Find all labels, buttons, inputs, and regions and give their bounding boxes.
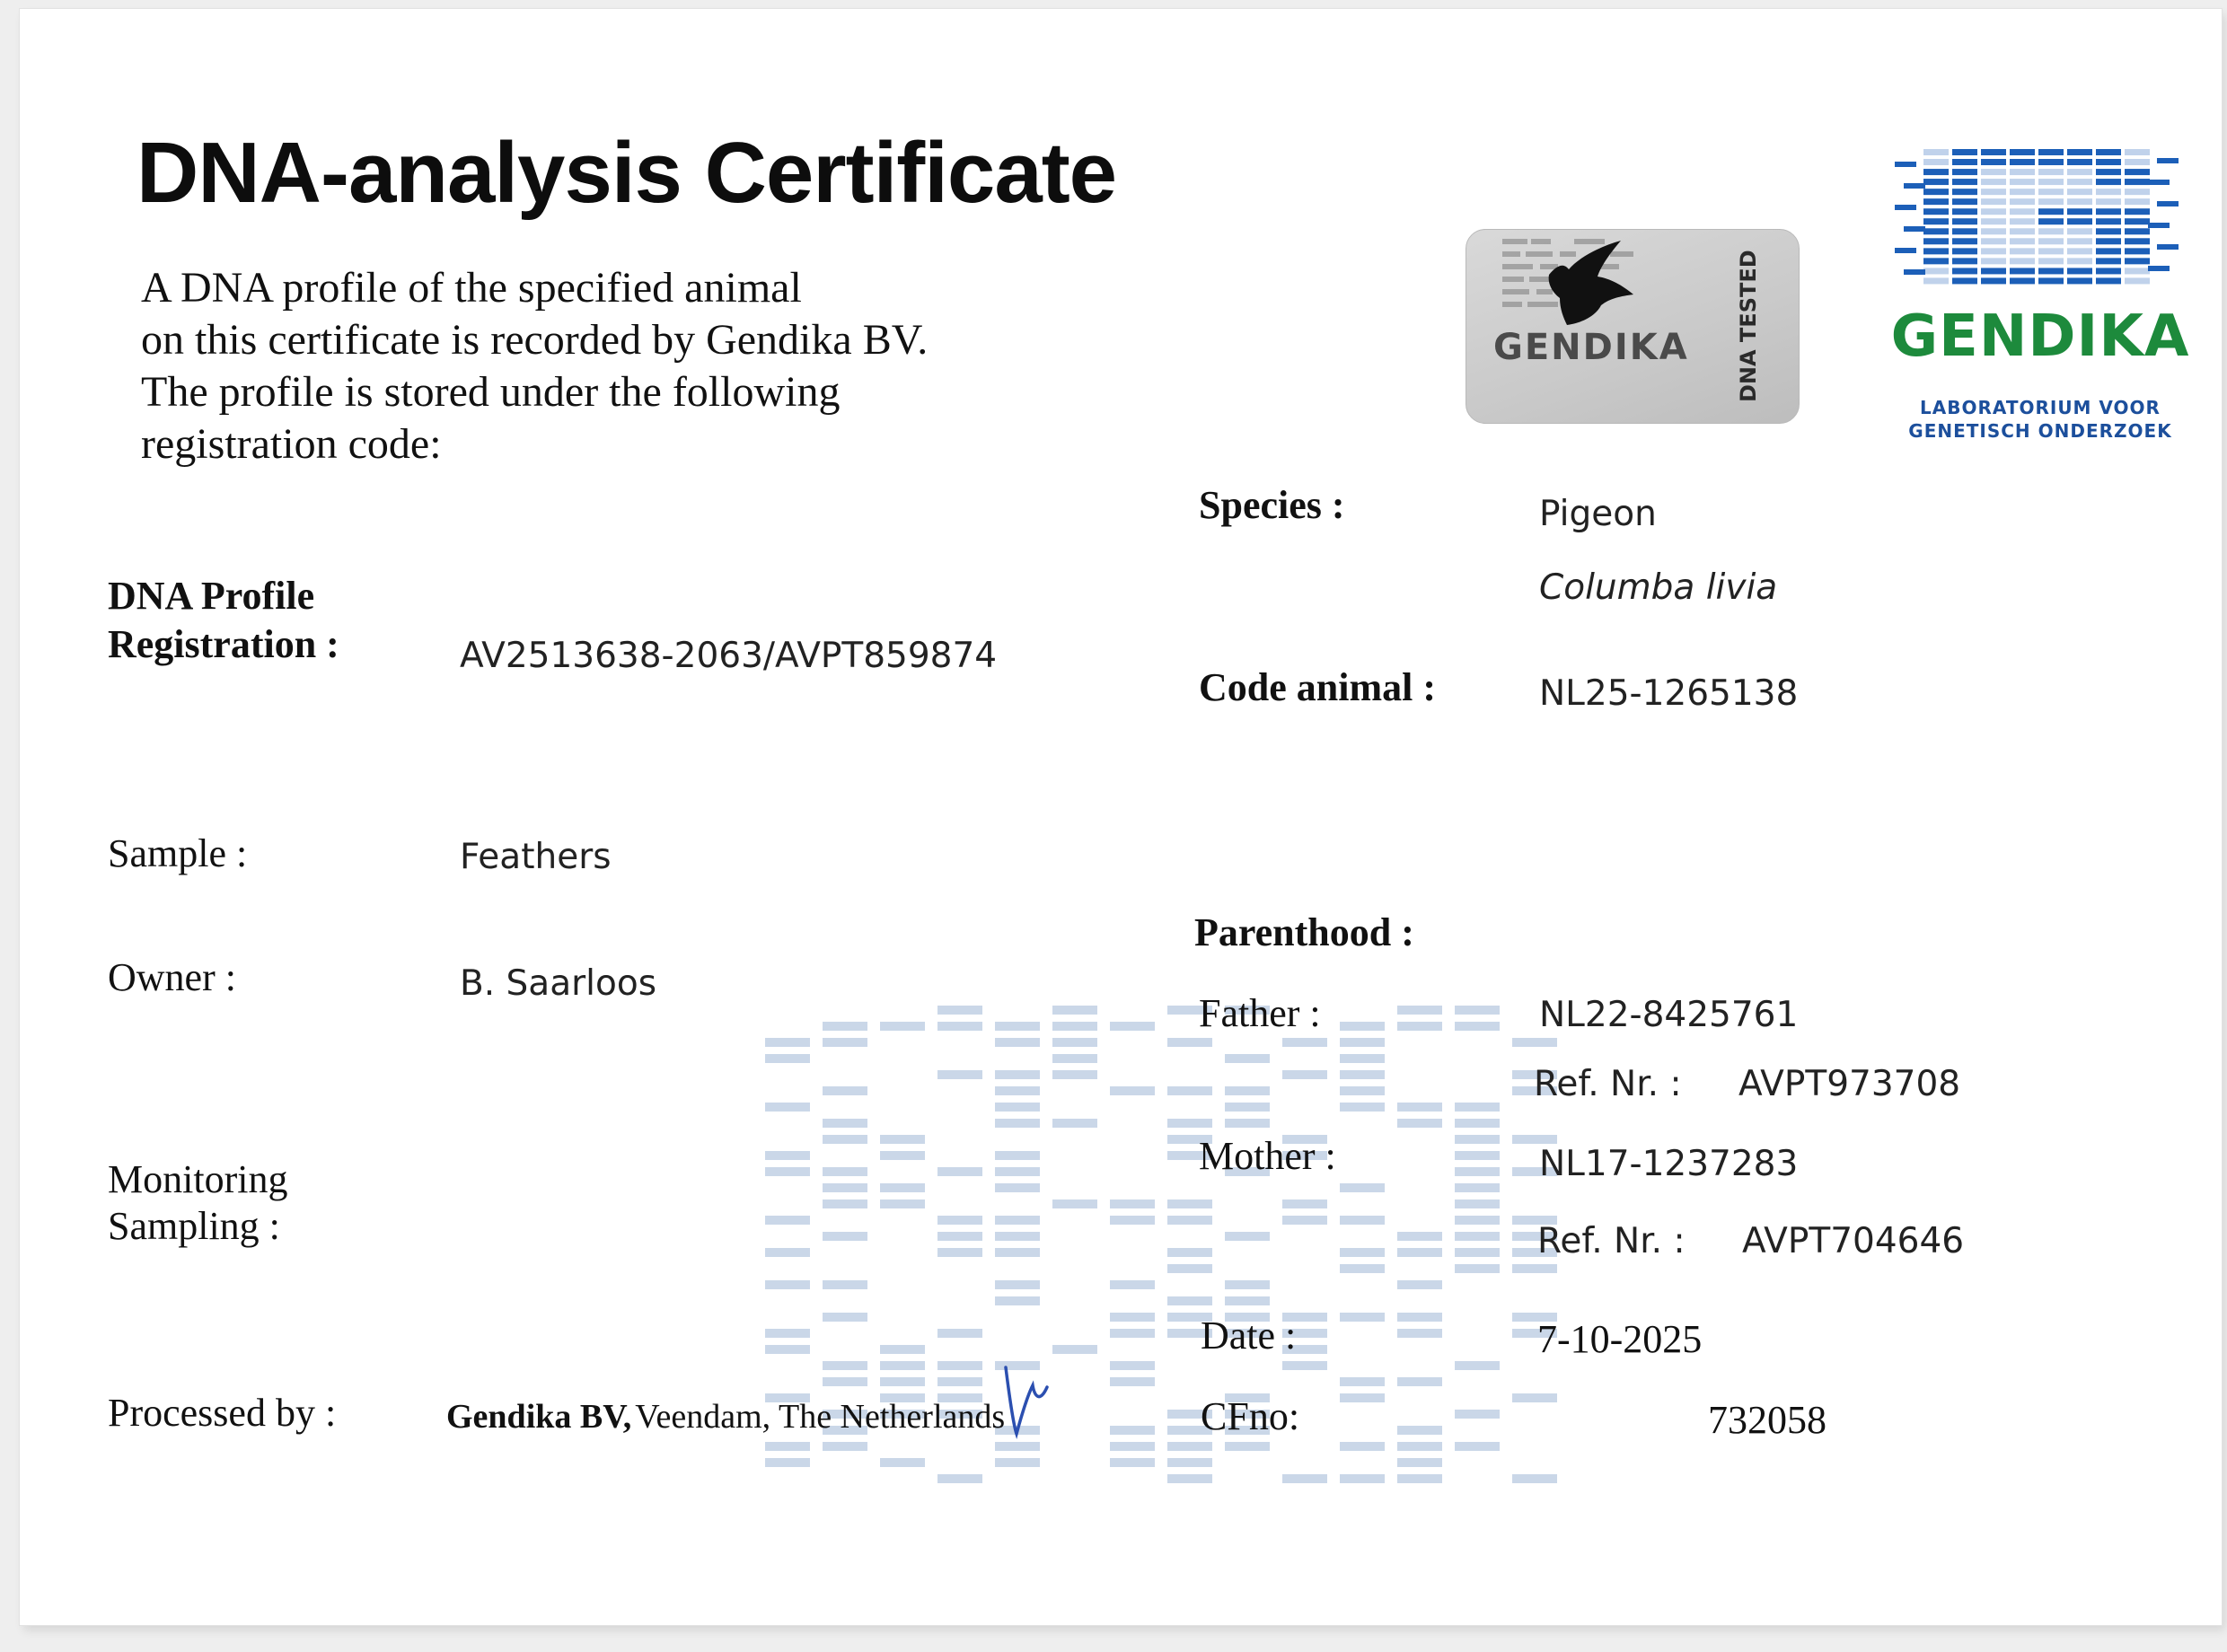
parenthood-label: Parenthood :: [1194, 910, 1414, 954]
intro-line-4: registration code:: [141, 420, 442, 468]
logo-brand: GENDIKA: [1890, 303, 2190, 370]
code-animal-label: Code animal :: [1199, 665, 1436, 709]
intro-paragraph: [141, 262, 1039, 470]
species-latin: Columba livia: [1539, 567, 1778, 608]
registration-label-line2: Registration :: [108, 622, 339, 666]
mother-ref-label: Ref. Nr. :: [1537, 1221, 1686, 1261]
logo-sub-line2: GENETISCH ONDERZOEK: [1908, 420, 2172, 442]
intro-line-3: The profile is stored under the following: [141, 368, 841, 416]
processed-value: [446, 1397, 1005, 1437]
species-common: Pigeon: [1539, 494, 1657, 534]
processed-company: Gendika BV,: [446, 1398, 632, 1436]
mother-label: Mother :: [1199, 1134, 1336, 1178]
date-label: Date :: [1201, 1314, 1297, 1358]
father-label: Father :: [1199, 991, 1321, 1035]
dna-tested-sticker: [1466, 229, 1800, 424]
gendika-logo-icon: [1888, 144, 2193, 301]
father-code: NL22-8425761: [1539, 995, 1799, 1035]
cfno-value: 732058: [1708, 1398, 1826, 1442]
intro-line-1: A DNA profile of the specified animal: [141, 264, 802, 312]
sample-value: Feathers: [460, 837, 612, 877]
mother-code: NL17-1237283: [1539, 1144, 1799, 1184]
registration-label-line1: DNA Profile: [108, 574, 315, 618]
owner-value: B. Saarloos: [460, 963, 657, 1004]
processed-label: Processed by :: [108, 1391, 337, 1435]
sticker-dna-tested: DNA TESTED: [1736, 250, 1761, 402]
species-label: Species :: [1199, 483, 1345, 527]
cfno-label: CFno:: [1201, 1394, 1300, 1438]
date-value: 7-10-2025: [1537, 1317, 1703, 1361]
owner-label: Owner :: [108, 955, 236, 999]
initials-signature: [999, 1360, 1052, 1441]
father-ref-label: Ref. Nr. :: [1534, 1064, 1682, 1104]
processed-location: Veendam, The Netherlands: [635, 1398, 1006, 1436]
monitoring-label-line1: Monitoring: [108, 1157, 288, 1201]
code-animal-value: NL25-1265138: [1539, 673, 1799, 714]
father-ref-value: AVPT973708: [1738, 1064, 1961, 1104]
intro-line-2: on this certificate is recorded by Gendika BV.: [141, 316, 929, 364]
registration-value: AV2513638-2063/AVPT859874: [460, 636, 998, 676]
certificate-sheet: [20, 9, 2222, 1625]
certificate-title: DNA-analysis Certificate: [136, 125, 1117, 221]
logo-sub-line1: LABORATORIUM VOOR: [1920, 397, 2161, 418]
gendika-logo: [1888, 144, 2193, 449]
mother-ref-value: AVPT704646: [1742, 1221, 1965, 1261]
sticker-brand: GENDIKA: [1493, 327, 1689, 368]
sample-label: Sample :: [108, 831, 248, 875]
monitoring-label-line2: Sampling :: [108, 1204, 280, 1248]
